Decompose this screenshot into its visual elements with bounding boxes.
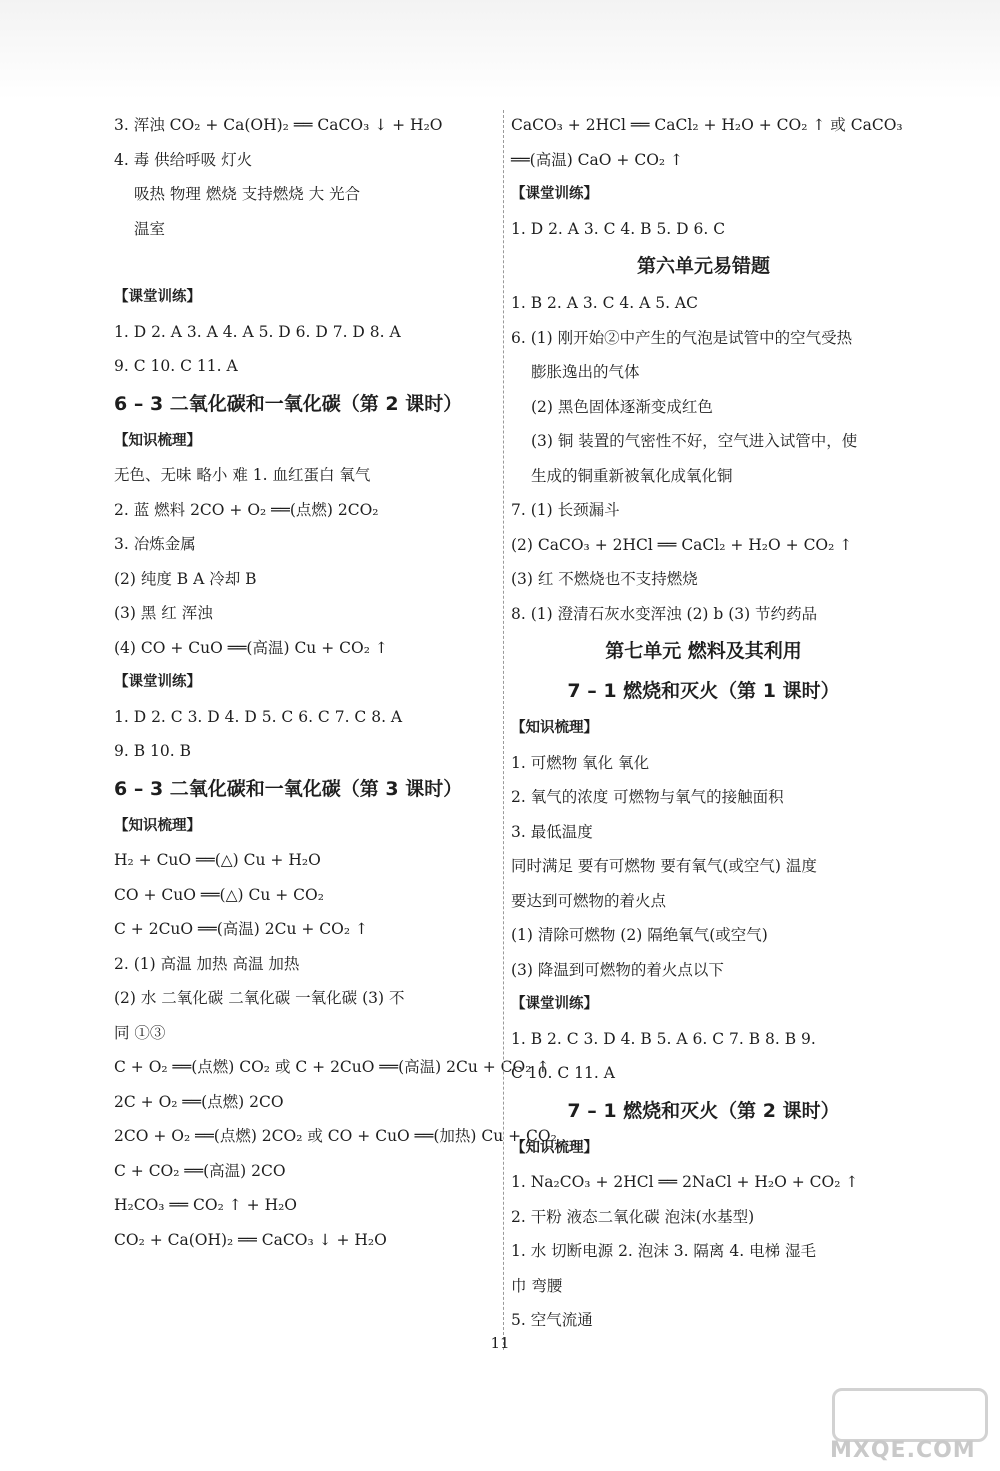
watermark-logo-icon <box>832 1388 988 1442</box>
answer-line: C + O₂ ══(点燃) CO₂ 或 C + 2CuO ══(高温) 2Cu + CO₂ ↑ <box>114 1058 550 1076</box>
section-tag: 【课堂训练】 <box>114 289 201 305</box>
answer-line: CO + CuO ══(△) Cu + CO₂ <box>114 885 324 904</box>
section-tag: 【知识梳理】 <box>511 720 598 736</box>
right-column <box>511 108 903 1338</box>
answer-line: 1. 可燃物 氧化 氧化 <box>511 753 650 772</box>
section-heading: 第六单元易错题 <box>636 255 770 277</box>
answer-line: 9. C 10. C 11. A <box>114 357 238 375</box>
answer-line: 2. (1) 高温 加热 高温 加热 <box>114 954 300 973</box>
answer-line: 1. D 2. C 3. D 4. D 5. C 6. C 7. C 8. A <box>114 707 403 726</box>
answer-line: 1. 水 切断电源 2. 泡沫 3. 隔离 4. 电梯 湿毛 <box>511 1242 816 1260</box>
answer-line: 1. B 2. C 3. D 4. B 5. A 6. C 7. B 8. B 9. <box>511 1029 816 1048</box>
answer-line: 1. B 2. A 3. C 4. A 5. AC <box>511 294 698 312</box>
section-heading: 7 – 1 燃烧和灭火（第 1 课时） <box>567 680 840 702</box>
section-heading: 7 – 1 燃烧和灭火（第 2 课时） <box>567 1099 840 1122</box>
answer-line: 2. 氧气的浓度 可燃物与氧气的接触面积 <box>511 788 784 806</box>
answer-line: 3. 最低温度 <box>511 822 593 841</box>
column-divider <box>503 110 504 1350</box>
answer-line: 3. 冶炼金属 <box>114 535 196 553</box>
answer-line: (3) 铜 装置的气密性不好，空气进入试管中，使 <box>531 432 858 450</box>
section-tag: 【知识梳理】 <box>511 1139 598 1156</box>
section-tag: 【课堂训练】 <box>114 674 201 690</box>
answer-line: (2) 黑色固体逐渐变成红色 <box>531 397 713 416</box>
section-tag: 【知识梳理】 <box>114 432 201 449</box>
answer-line: 生成的铜重新被氧化成氧化铜 <box>531 466 733 485</box>
answer-line: 5. 空气流通 <box>511 1311 593 1329</box>
answer-line: 吸热 物理 燃烧 支持燃烧 大 光合 <box>134 185 361 203</box>
answer-line: (3) 红 不燃烧也不支持燃烧 <box>511 570 698 588</box>
answer-line: CO₂ + Ca(OH)₂ ══ CaCO₃ ↓ + H₂O <box>114 1230 387 1249</box>
answer-line: 同 ①③ <box>114 1023 166 1042</box>
answer-line: 膨胀逸出的气体 <box>531 363 640 381</box>
answer-line: 要达到可燃物的着火点 <box>511 891 667 910</box>
answer-line: (3) 降温到可燃物的着火点以下 <box>511 960 724 979</box>
answer-line: 1. Na₂CO₃ + 2HCl ══ 2NaCl + H₂O + CO₂ ↑ <box>511 1173 859 1191</box>
answer-line: H₂ + CuO ══(△) Cu + H₂O <box>114 851 321 869</box>
answer-line: 2. 干粉 液态二氧化碳 泡沫(水基型) <box>511 1207 755 1226</box>
answer-line: 8. (1) 澄清石灰水变浑浊 (2) b (3) 节约药品 <box>511 604 818 623</box>
section-heading: 第七单元 燃料及其利用 <box>605 640 802 662</box>
scan-top-band <box>0 0 1000 100</box>
answer-line: C + 2CuO ══(高温) 2Cu + CO₂ ↑ <box>114 920 368 938</box>
answer-line: 无色、无味 略小 难 1. 血红蛋白 氧气 <box>114 466 371 484</box>
answer-line: 2C + O₂ ══(点燃) 2CO <box>114 1092 284 1111</box>
answer-line: 温室 <box>134 219 166 238</box>
section-heading: 6 – 3 二氧化碳和一氧化碳（第 2 课时） <box>114 392 463 415</box>
answer-line: 4. 毒 供给呼吸 灯火 <box>114 150 253 169</box>
answer-line: 巾 弯腰 <box>511 1276 563 1295</box>
answer-line: 2CO + O₂ ══(点燃) 2CO₂ 或 CO + CuO ══(加热) Cu + CO₂ <box>114 1127 557 1145</box>
answer-line: 3. 浑浊 CO₂ + Ca(OH)₂ ══ CaCO₃ ↓ + H₂O <box>114 116 443 134</box>
watermark <box>826 1388 996 1468</box>
answer-line: 1. D 2. A 3. C 4. B 5. D 6. C <box>511 219 726 238</box>
answer-line: C + CO₂ ══(高温) 2CO <box>114 1161 286 1180</box>
watermark-site: MXQE.COM <box>830 1438 976 1463</box>
page-number: 11 <box>490 1334 510 1352</box>
answer-line: ══(高温) CaO + CO₂ ↑ <box>511 150 684 169</box>
section-tag: 【知识梳理】 <box>114 817 201 834</box>
answer-line: H₂CO₃ ══ CO₂ ↑ + H₂O <box>114 1196 298 1214</box>
answer-line: (2) 纯度 B A 冷却 B <box>114 569 257 588</box>
section-tag: 【课堂训练】 <box>511 996 598 1012</box>
answer-line: 7. (1) 长颈漏斗 <box>511 501 620 519</box>
answer-line: C 10. C 11. A <box>511 1064 615 1082</box>
answer-line: (2) 水 二氧化碳 二氧化碳 一氧化碳 (3) 不 <box>114 989 405 1007</box>
answer-line: (4) CO + CuO ══(高温) Cu + CO₂ ↑ <box>114 638 388 657</box>
answer-line: (3) 黑 红 浑浊 <box>114 604 213 622</box>
section-heading: 6 – 3 二氧化碳和一氧化碳（第 3 课时） <box>114 777 463 800</box>
spacer <box>114 246 499 280</box>
section-tag: 【课堂训练】 <box>511 186 598 202</box>
answer-line: 6. (1) 刚开始②中产生的气泡是试管中的空气受热 <box>511 328 853 347</box>
answer-line: CaCO₃ + 2HCl ══ CaCl₂ + H₂O + CO₂ ↑ 或 CaCO₃ <box>511 116 903 134</box>
answer-line: 9. B 10. B <box>114 742 192 760</box>
answer-line: (2) CaCO₃ + 2HCl ══ CaCl₂ + H₂O + CO₂ ↑ <box>511 535 853 554</box>
answer-line: (1) 清除可燃物 (2) 隔绝氧气(或空气) <box>511 926 768 944</box>
answer-line: 同时满足 要有可燃物 要有氧气(或空气) 温度 <box>511 857 817 875</box>
answer-line: 2. 蓝 燃料 2CO + O₂ ══(点燃) 2CO₂ <box>114 500 379 519</box>
answer-line: 1. D 2. A 3. A 4. A 5. D 6. D 7. D 8. A <box>114 322 401 341</box>
